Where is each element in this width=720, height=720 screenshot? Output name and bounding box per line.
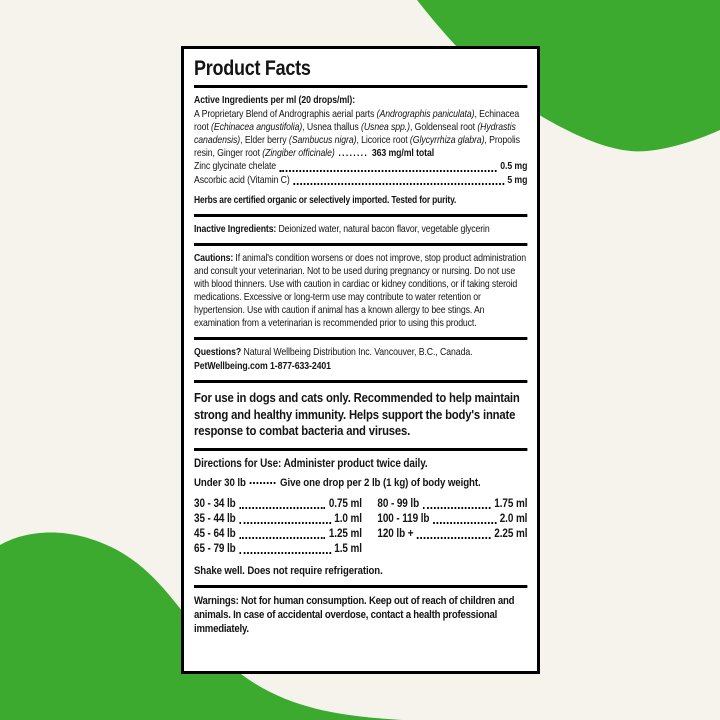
dot-leader — [239, 552, 331, 554]
text-segment: , Goldenseal root — [409, 122, 478, 133]
latin-name-segment: (Hydrastis canadensis) — [194, 122, 516, 146]
dosage-row-value: 2.25 ml — [494, 526, 528, 540]
dosage-column-right — [377, 496, 527, 541]
warnings-text: Not for human consumption. Keep out of reach of children and animals. In case of accidental overdose, contact a health professional immediately. — [194, 594, 515, 635]
text-segment: ........ — [334, 148, 372, 159]
latin-name-segment: (Zingiber officinale) — [262, 148, 335, 159]
active-ingredients-heading: Active Ingredients per ml (20 drops/ml): — [194, 95, 356, 106]
distributor-text: Natural Wellbeing Distribution Inc. Vancouver, B.C., Canada. — [243, 347, 473, 358]
under-30lb-value: Give one drop per 2 lb (1 kg) of body weight. — [280, 476, 481, 489]
dosage-column-left — [194, 496, 362, 556]
text-segment: , Propolis resin, Ginger root — [194, 135, 520, 159]
section-questions — [194, 337, 527, 380]
website-text: PetWellbeing.com — [194, 361, 268, 372]
cautions-text: If animal's condition worsens or does not improve, stop product administration and consult your veterinarian. Not to be used during pregnancy or nursing. Do not use with blood thinners. Use with caution in cardiac or kidney conditions, or if taking steroid medications. Excessive or long-term use may contribute to water retention or hypertension. Use with caution if animal has a known allergy to bee stings. An examination from a veterinarian is recommended prior to using this product. — [194, 253, 526, 329]
dosage-row-value: 1.0 ml — [334, 511, 362, 525]
dosage-row-label: 120 lb + — [377, 526, 414, 540]
dosage-row-value: 2.0 ml — [499, 511, 528, 525]
ingredient-row-value: 5 mg — [507, 174, 528, 186]
dot-leader — [433, 522, 496, 524]
dot-leader — [239, 522, 331, 524]
dot-leader — [417, 537, 491, 539]
dosage-row — [194, 511, 362, 526]
text-segment: , Usnea thallus — [302, 122, 361, 133]
proprietary-blend-paragraph — [194, 108, 527, 160]
text-segment: , Licorice root — [356, 135, 410, 146]
dosage-row-label: 100 - 119 lb — [377, 511, 430, 525]
directions-heading: Directions for Use: Administer product twice daily. — [194, 456, 428, 470]
latin-name-segment: (Andrographis paniculata) — [376, 109, 475, 120]
dosage-row-label: 45 - 64 lb — [194, 526, 236, 540]
text-segment: 363 mg/ml total — [371, 148, 435, 159]
label-title: Product Facts — [194, 55, 527, 88]
dosage-row-label: 65 - 79 lb — [194, 541, 236, 555]
dosage-row — [194, 541, 362, 556]
dosage-row-label: 35 - 44 lb — [194, 511, 236, 525]
questions-heading: Questions? — [194, 347, 242, 358]
dosage-row — [377, 511, 527, 526]
under-30lb-label: Under 30 lb — [194, 476, 246, 489]
dot-leader — [293, 183, 504, 185]
text-segment: A Proprietary Blend of Andrographis aerial parts — [194, 109, 377, 120]
latin-name-segment: (Echinacea angustifolia) — [211, 122, 303, 133]
inactive-ingredients-heading: Inactive Ingredients: — [194, 224, 277, 235]
dosage-row-label: 80 - 99 lb — [377, 496, 420, 510]
warnings-heading: Warnings: — [194, 594, 239, 607]
text-segment: , Echinacea root — [194, 109, 520, 133]
dot-leader — [422, 507, 490, 509]
dosage-row-value: 0.75 ml — [328, 496, 362, 510]
product-facts-label — [181, 46, 540, 674]
dot-leader — [250, 482, 276, 484]
dot-leader — [239, 507, 325, 509]
herbs-certified-note: Herbs are certified organic or selectively imported. Tested for purity. — [194, 195, 457, 206]
section-directions — [194, 448, 527, 585]
phone-number: 1-877-633-2401 — [270, 361, 331, 372]
section-usage-statement: For use in dogs and cats only. Recommended to help maintain strong and healthy immunity. Helps support the body's innate response to combat bacteria and viruses. — [194, 380, 527, 448]
contact-line — [194, 360, 527, 373]
dosage-row — [194, 496, 362, 511]
latin-name-segment: (Sambucus nigra) — [288, 135, 357, 146]
latin-name-segment: (Usnea spp.) — [360, 122, 410, 133]
dosage-row-value: 1.75 ml — [494, 496, 528, 510]
questions-line — [194, 346, 527, 359]
section-inactive-ingredients — [194, 214, 527, 243]
dosage-table — [194, 496, 527, 556]
cautions-heading: Cautions: — [194, 253, 234, 264]
dot-leader — [279, 170, 496, 172]
section-active-ingredients — [194, 88, 527, 214]
dosage-row-label: 30 - 34 lb — [194, 496, 236, 510]
active-ingredient-rows — [194, 160, 527, 187]
text-segment: , Elder berry — [240, 135, 289, 146]
dosage-row — [377, 496, 527, 511]
under-30lb-row — [194, 476, 527, 490]
dosage-row-value: 1.5 ml — [334, 541, 362, 555]
section-warnings — [194, 585, 527, 643]
dosage-row-value: 1.25 ml — [328, 526, 362, 540]
dosage-row — [194, 526, 362, 541]
dot-leader — [239, 537, 325, 539]
ingredient-row — [194, 174, 527, 188]
ingredient-row — [194, 160, 527, 174]
inactive-ingredients-text: Deionized water, natural bacon flavor, vegetable glycerin — [278, 224, 490, 235]
dosage-row — [377, 526, 527, 541]
ingredient-row-label: Ascorbic acid (Vitamin C) — [194, 174, 290, 186]
ingredient-row-value: 0.5 mg — [500, 161, 528, 172]
ingredient-row-label: Zinc glycinate chelate — [194, 161, 277, 172]
latin-name-segment: (Glycyrrhiza glabra) — [409, 135, 485, 146]
section-cautions — [194, 243, 527, 337]
shake-well-note: Shake well. Does not require refrigeration. — [194, 564, 383, 577]
